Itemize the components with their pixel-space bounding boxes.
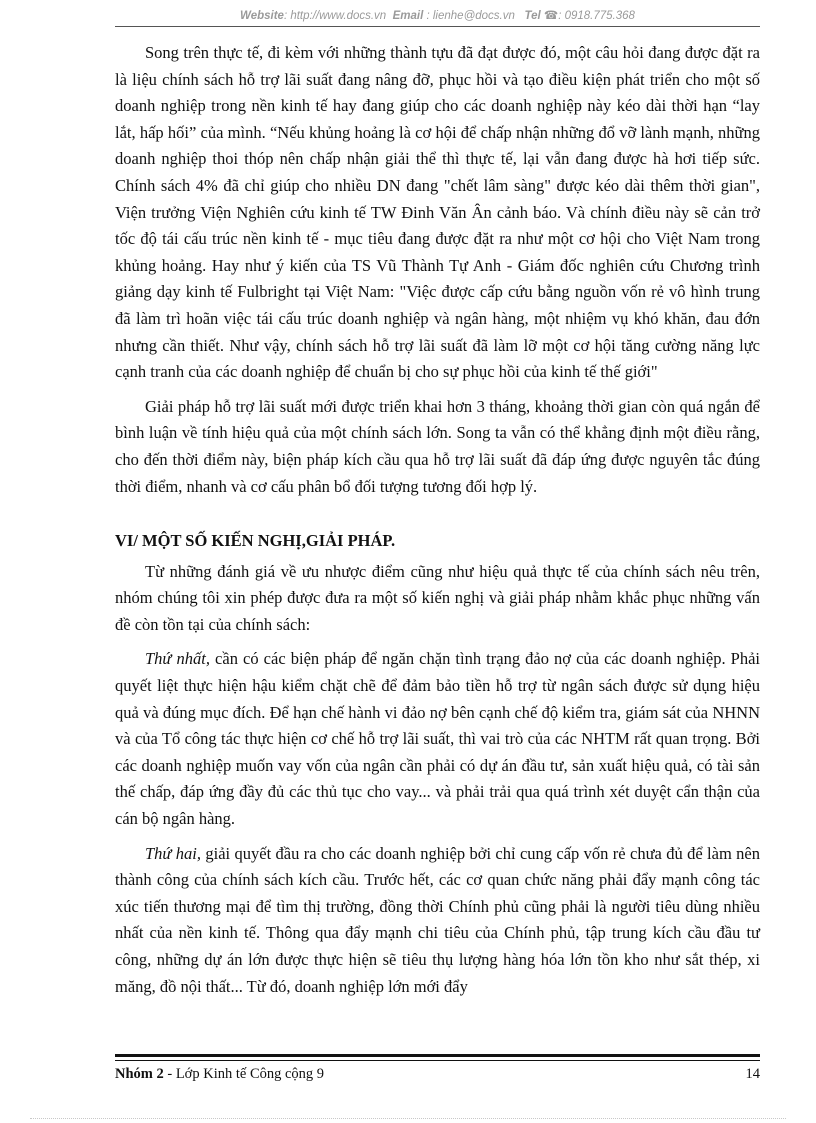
paragraph-4 [115, 646, 760, 832]
paragraph-5-body: giải quyết đầu ra cho các doanh nghiệp bởi chỉ cung cấp vốn rẻ chưa đủ để làm nên thành công của chính sách kích cầu. Trước hết, các cơ quan chức năng phải đẩy mạnh công tác xúc tiến thương mại để tìm thị trường, đồng thời Chính phủ cũng phải là người tiêu dùng nhiều nhất của nền kinh tế. Thông qua đẩy mạnh chi tiêu của Chính phủ, tập trung kích cầu đầu tư công, những dự án lớn được thực hiện sẽ tiêu thụ lượng hàng hóa lớn tồn kho như sắt thép, xi măng, đồ nội thất... Từ đó, doanh nghiệp lớn mới đẩy [115, 843, 760, 996]
website-label: Website [240, 10, 284, 22]
tel-value: ☎: 0918.775.368 [543, 10, 635, 22]
email-value: : lienhe@docs.vn [426, 10, 515, 22]
page-footer [115, 1066, 760, 1086]
footer-divider-thin [115, 1060, 760, 1061]
paragraph-5 [115, 841, 760, 1001]
section-heading: VI/ MỘT SỐ KIẾN NGHỊ,GIẢI PHÁP. [115, 531, 396, 551]
page-bottom-border [30, 1118, 786, 1119]
page-header [115, 8, 760, 22]
footer-class-name: - Lớp Kinh tế Công cộng 9 [163, 1066, 325, 1082]
page-body [115, 40, 760, 1000]
header-divider [115, 26, 760, 27]
email-label: Email [392, 10, 424, 22]
page-number: 14 [745, 1066, 760, 1082]
paragraph-4-lead: Thứ nhất, [145, 649, 210, 669]
website-value: : http://www.docs.vn [283, 10, 387, 22]
paragraph-1: Song trên thực tế, đi kèm với những thành tựu đã đạt được đó, một câu hỏi đang được đặt ra là liệu chính sách hỗ trợ lãi suất đang nâng đỡ, phục hồi và tạo điều kiện phát triển cho một số doanh nghiệp trong nền kinh tế hay đang giúp cho các doanh nghiệp này kéo dài thời hạn “lay lắt, hấp hối” của mình. “Nếu khủng hoảng là cơ hội để chấp nhận những đổ vỡ lành mạnh, những doanh nghiệp thoi thóp nên chấp nhận giải thể thì thực tế, lại vẫn đang được hà hơi tiếp sức. Chính sách 4% đã chỉ giúp cho nhiều DN đang "chết lâm sàng" được kéo dài thêm thời gian", Viện trưởng Viện Nghiên cứu kinh tế TW Đinh Văn Ân cảnh báo. Và chính điều này sẽ cản trở tốc độ tái cấu trúc nền kinh tế - mục tiêu đang được đặt ra như một cơ hội cho Việt Nam trong khủng hoảng. Hay như ý kiến của TS Vũ Thành Tự Anh - Giám đốc nghiên cứu Chương trình giảng dạy kinh tế Fulbright tại Việt Nam: "Việc được cấp cứu bằng nguồn vốn rẻ vô hình trung đã làm trì hoãn việc tái cấu trúc doanh nghiệp và ngân hàng, một nhiệm vụ khó khăn, đau đớn nhưng cần thiết. Như vậy, chính sách hỗ trợ lãi suất đã làm lỡ một cơ hội tăng cường năng lực cạnh tranh của các doanh nghiệp để chuẩn bị cho sự phục hồi của kinh tế thế giới" [115, 43, 760, 382]
tel-label: Tel [524, 10, 541, 22]
paragraph-4-body: cần có các biện pháp để ngăn chặn tình trạng đảo nợ của các doanh nghiệp. Phải quyết liệt thực hiện hậu kiểm chặt chẽ để đảm bảo tiền hỗ trợ từ ngân sách được sử dụng hiệu quả và đúng mục đích. Để hạn chế hành vi đảo nợ bên cạnh chế độ kiểm tra, giám sát của NHNN và của Tổ công tác thực hiện cơ chế hỗ trợ lãi suất, thì vai trò của các NHTM rất quan trọng. Bởi các doanh nghiệp muốn vay vốn của ngân cần phải có dự án đầu tư, sản xuất hiệu quả, có tài sản thế chấp, đáp ứng đầy đủ các thủ tục cho vay... và phải trải qua quá trình xét duyệt cẩn thận của cán bộ ngân hàng. [115, 649, 760, 829]
paragraph-3: Từ những đánh giá về ưu nhược điểm cũng như hiệu quả thực tế của chính sách nêu trên, nhóm chúng tôi xin phép được đưa ra một số kiến nghị và giải pháp nhằm khắc phục những vấn đề còn tồn tại của chính sách: [115, 561, 760, 634]
footer-group [115, 1066, 324, 1083]
footer-divider-thick [115, 1054, 760, 1057]
paragraph-2: Giải pháp hỗ trợ lãi suất mới được triển khai hơn 3 tháng, khoảng thời gian còn quá ngắn để bình luận về tính hiệu quả của một chính sách lớn. Song ta vẫn có thể khẳng định một điều rằng, cho đến thời điểm này, biện pháp kích cầu qua hỗ trợ lãi suất đã đáp ứng được nguyên tắc đúng thời điểm, nhanh và cơ cấu phân bổ đối tượng tương đối hợp lý. [115, 396, 760, 496]
footer-group-name: Nhóm 2 [115, 1066, 164, 1082]
paragraph-5-lead: Thứ hai, [145, 843, 202, 863]
